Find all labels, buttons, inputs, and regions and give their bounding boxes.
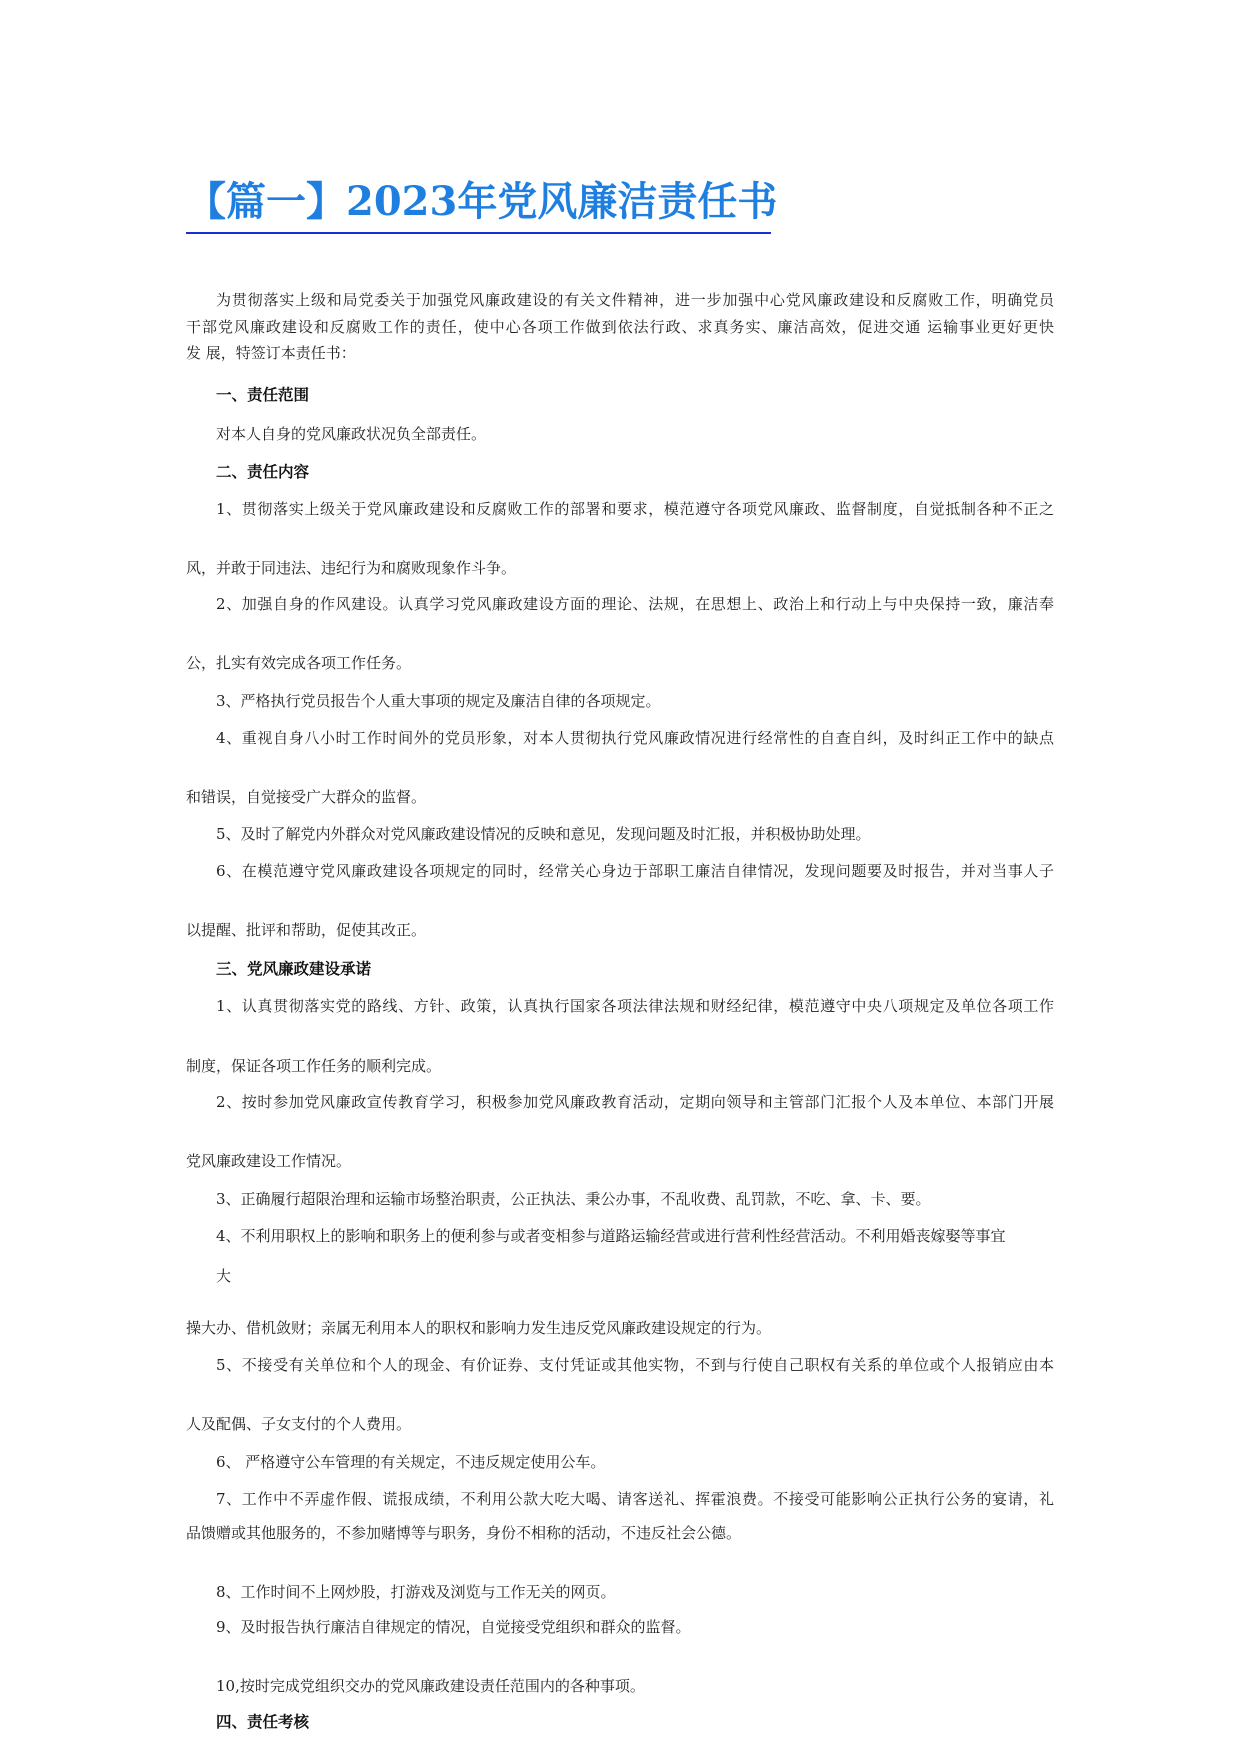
commitment-item-1-line-1: 1、认真贯彻落实党的路线、方针、政策，认真执行国家各项法律法规和财经纪律，模范遵守中央八项规定及单位各项工作: [216, 997, 1054, 1015]
commitment-item-4-line-1: 4、不利用职权上的影响和职务上的便利参与或者变相参与道路运输经营或进行营利性经营活动。不利用婚丧嫁娶等事宜: [216, 1227, 1006, 1245]
commitment-item-8: 8、工作时间不上网炒股，打游戏及浏览与工作无关的网页。: [216, 1583, 616, 1601]
content-item-2-line-1: 2、加强自身的作风建设。认真学习党风廉政建设方面的理论、法规，在思想上、政治上和行动上与中央保持一致，廉洁奉: [216, 595, 1054, 613]
commitment-item-4-line-3: 操大办、借机敛财；亲属无利用本人的职权和影响力发生违反党风廉政建设规定的行为。: [186, 1319, 772, 1337]
document-title: 【篇一】2023年党风廉洁责任书: [186, 178, 778, 225]
commitment-item-7-line-2: 品馈赠或其他服务的，不参加赌博等与职务，身份不相称的活动，不违反社会公德。: [186, 1524, 742, 1542]
commitment-item-4-line-2: 大: [216, 1267, 232, 1285]
commitment-item-10: 10,按时完成党组织交办的党风廉政建设责任范围内的各种事项。: [216, 1677, 645, 1695]
section-heading-scope: 一、责任范围: [216, 385, 310, 404]
commitment-item-1-line-2: 制度，保证各项工作任务的顺利完成。: [186, 1057, 442, 1075]
content-item-6-line-1: 6、在模范遵守党风廉政建设各项规定的同时，经常关心身边于部职工廉洁自律情况，发现问题要及时报告，并对当事人子: [216, 862, 1054, 880]
commitment-item-2-line-2: 党风廉政建设工作情况。: [186, 1152, 352, 1170]
content-item-5: 5、及时了解党内外群众对党风廉政建设情况的反映和意见，发现问题及时汇报，并积极协助处理。: [216, 825, 871, 843]
content-item-4-line-1: 4、重视自身八小时工作时间外的党员形象，对本人贯彻执行党风廉政情况进行经常性的自查自纠，及时纠正工作中的缺点: [216, 729, 1054, 747]
title-underline: [186, 232, 771, 234]
content-item-3: 3、严格执行党员报告个人重大事项的规定及廉洁自律的各项规定。: [216, 692, 661, 710]
intro-line-3: 发 展，特签订本责任书：: [186, 344, 356, 362]
commitment-item-3: 3、正确履行超限治理和运输市场整治职责，公正执法、秉公办事，不乱收费、乱罚款，不吃、拿、卡、要。: [216, 1190, 931, 1208]
commitment-item-6: 6、 严格遵守公车管理的有关规定，不违反规定使用公车。: [216, 1453, 606, 1471]
section-heading-assessment: 四、责任考核: [216, 1712, 310, 1731]
commitment-item-2-line-1: 2、按时参加党风廉政宣传教育学习，积极参加党风廉政教育活动，定期向领导和主管部门汇报个人及本单位、本部门开展: [216, 1093, 1054, 1111]
section-heading-content: 二、责任内容: [216, 462, 310, 481]
commitment-item-5-line-2: 人及配偶、子女支付的个人费用。: [186, 1415, 412, 1433]
content-item-1-line-1: 1、贯彻落实上级关于党风廉政建设和反腐败工作的部署和要求，模范遵守各项党风廉政、监督制度，自觉抵制各种不正之: [216, 500, 1054, 518]
section-heading-commitment: 三、党风廉政建设承诺: [216, 959, 372, 978]
content-item-1-line-2: 风，并敢于同违法、违纪行为和腐败现象作斗争。: [186, 559, 517, 577]
commitment-item-7-line-1: 7、工作中不弄虚作假、谎报成绩，不利用公款大吃大喝、请客送礼、挥霍浪费。不接受可能影响公正执行公务的宴请，礼: [216, 1490, 1054, 1508]
commitment-item-9: 9、及时报告执行廉洁自律规定的情况，自觉接受党组织和群众的监督。: [216, 1618, 691, 1636]
intro-line-1: 为贯彻落实上级和局党委关于加强党风廉政建设的有关文件精神，进一步加强中心党风廉政建设和反腐败工作，明确党员: [216, 291, 1054, 309]
content-item-4-line-2: 和错误，自觉接受广大群众的监督。: [186, 788, 427, 806]
intro-line-2: 干部党风廉政建设和反腐败工作的责任，使中心各项工作做到依法行政、求真务实、廉洁高效，促进交通 运输事业更好更快: [186, 318, 1054, 336]
section-scope-text: 对本人自身的党风廉政状况负全部责任。: [216, 425, 487, 443]
content-item-2-line-2: 公，扎实有效完成各项工作任务。: [186, 654, 412, 672]
commitment-item-5-line-1: 5、不接受有关单位和个人的现金、有价证券、支付凭证或其他实物，不到与行使自己职权有关系的单位或个人报销应由本: [216, 1356, 1054, 1374]
content-item-6-line-2: 以提醒、批评和帮助，促使其改正。: [186, 921, 427, 939]
